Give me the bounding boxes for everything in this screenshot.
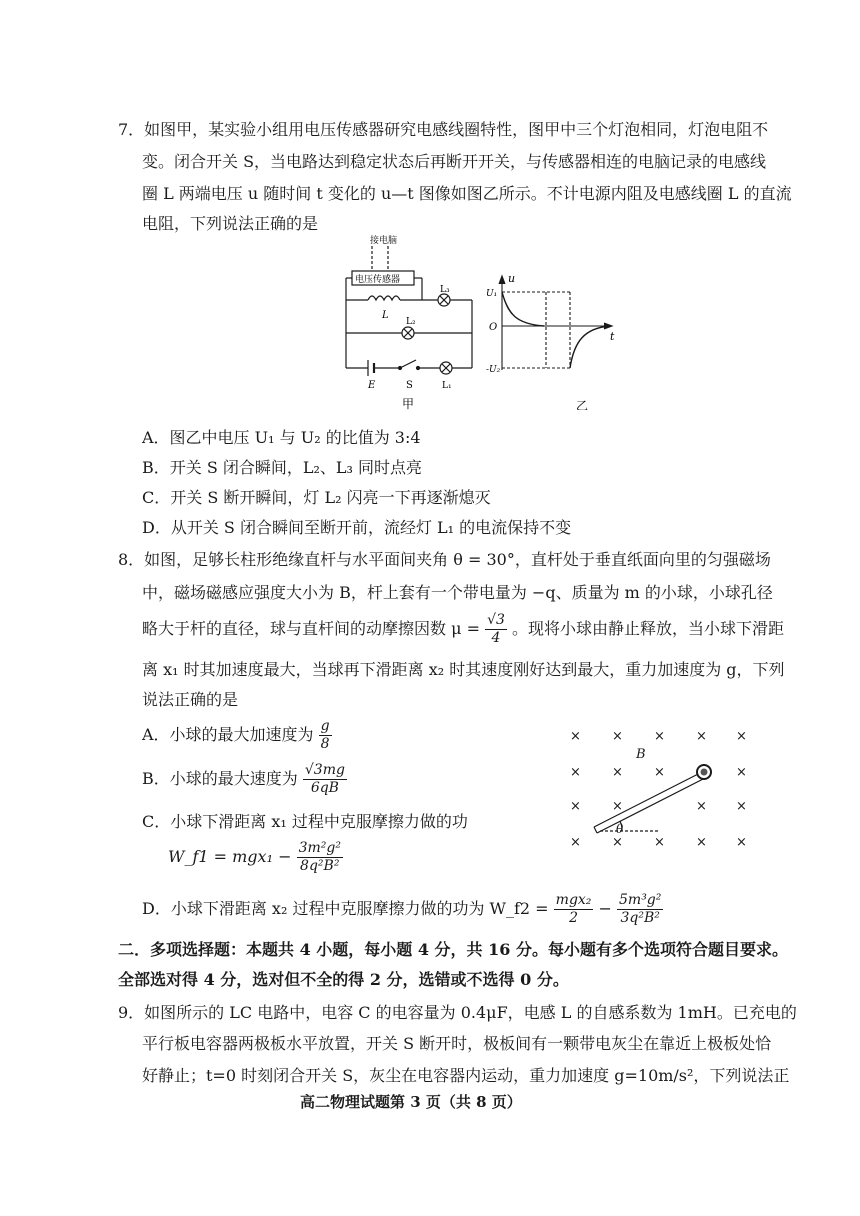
q8-stem-line-4: 离 x₁ 时其加速度最大，当球再下滑距离 x₂ 时其速度刚好达到最大，重力加速度为 g，下列 bbox=[142, 660, 785, 679]
q8-label-theta: θ bbox=[616, 822, 624, 836]
q8-stem-line-3: 略大于杆的直径，球与直杆间的动摩擦因数 μ = $\frac{√3}{4}$ 。现将小球由静止释放，当小球下滑距 bbox=[142, 612, 785, 646]
section2-rules: 全部选对得 4 分，选对但不全的得 2 分，选错或不选得 0 分。 bbox=[118, 970, 569, 989]
q8-stem-line-2: 中，磁场磁感应强度大小为 B，杆上套有一个带电量为 −q、质量为 m 的小球，小球孔径 bbox=[142, 583, 773, 602]
q7-option-a: A．图乙中电压 U₁ 与 U₂ 的比值为 3:4 bbox=[142, 428, 421, 447]
section2-heading: 二．多项选择题：本题共 4 小题，每小题 4 分，共 16 分。每小题有多个选项符合题目要求。 bbox=[118, 940, 788, 959]
q7-caption-yi: 乙 bbox=[576, 399, 589, 410]
q7-option-b: B．开关 S 闭合瞬间，L₂、L₃ 同时点亮 bbox=[142, 458, 423, 477]
q7-label-U2: -U₂ bbox=[486, 365, 501, 375]
q9-stem-line-3: 好静止；t=0 时刻闭合开关 S，灰尘在电容器内运动，重力加速度 g=10m/s²，下列说法正 bbox=[142, 1066, 790, 1085]
q7-caption-jia: 甲 bbox=[402, 397, 415, 411]
q8-figure: × × × × × × × × × × × × × × × × × × B θ bbox=[560, 725, 760, 855]
page-footer: 高二物理试题第 3 页（共 8 页） bbox=[300, 1093, 522, 1111]
q8-label-B: B bbox=[636, 747, 646, 762]
q8-option-a: A．小球的最大加速度为 $\frac{g}{8}$ bbox=[142, 718, 330, 752]
q7-option-d: D．从开关 S 闭合瞬间至断开前，流经灯 L₁ 的电流保持不变 bbox=[142, 518, 572, 537]
q7-label-E: E bbox=[368, 380, 376, 391]
q7-label-L2: L₂ bbox=[406, 317, 416, 327]
q7-label-S: S bbox=[406, 380, 413, 391]
q8-stem-line-5: 说法正确的是 bbox=[142, 690, 239, 709]
q7-label-L1: L₁ bbox=[442, 381, 452, 391]
q9-stem-line-1: 9．如图所示的 LC 电路中，电容 C 的电容量为 0.4μF，电感 L 的自感系数为 1mH。已充电的 bbox=[118, 1003, 797, 1022]
q7-stem-line-3: 圈 L 两端电压 u 随时间 t 变化的 u—t 图像如图乙所示。不计电源内阻及电感线圈 L 的直流 bbox=[142, 184, 792, 203]
q7-circuit-diagram bbox=[330, 232, 490, 412]
q7-axis-u: u bbox=[508, 272, 516, 285]
q7-label-U1: U₁ bbox=[486, 289, 498, 299]
q7-label-L: L bbox=[382, 310, 389, 321]
q7-label-computer: 接电脑 bbox=[370, 236, 398, 246]
q7-label-sensor: 电压传感器 bbox=[355, 275, 401, 285]
q8-mu-fraction: $\frac{√3}{4}$ bbox=[487, 612, 505, 646]
q8-rod bbox=[560, 725, 760, 855]
q8-option-d: D．小球下滑距离 x₂ 过程中克服摩擦力做的功为 W_f2 = $\frac{\text{mgx₂}}{2}$ − $\frac{\text{5m³g²}}{\text{3q²B²}}$ bbox=[142, 892, 662, 926]
q7-stem-line-4: 电阻，下列说法正确的是 bbox=[142, 214, 319, 233]
q7-label-O: O bbox=[489, 322, 498, 333]
q7-option-c: C．开关 S 断开瞬间，灯 L₂ 闪亮一下再逐渐熄灭 bbox=[142, 488, 491, 507]
q8-option-b: B．小球的最大速度为 $\frac{√3mg}{6qB}$ bbox=[142, 762, 345, 796]
q8-stem-line-1: 8．如图，足够长柱形绝缘直杆与水平面间夹角 θ = 30°，直杆处于垂直纸面向里的匀强磁场 bbox=[118, 550, 771, 569]
q7-stem-line-2: 变。闭合开关 S，当电路达到稳定状态后再断开开关，与传感器相连的电脑记录的电感线 bbox=[142, 152, 767, 171]
q7-ut-graph bbox=[486, 270, 626, 410]
q7-stem-line-1: 7．如图甲，某实验小组用电压传感器研究电感线圈特性，图甲中三个灯泡相同，灯泡电阻不 bbox=[118, 120, 769, 139]
q8-option-c-formula: W_f1 = mgx₁ − $\frac{\text{3m²g²}}{\text{8q²B²}}$ bbox=[168, 840, 341, 874]
q9-stem-line-2: 平行板电容器两极板水平放置，开关 S 断开时，极板间有一颗带电灰尘在靠近上极板处恰 bbox=[142, 1034, 772, 1053]
q8-option-c-line-1: C．小球下滑距离 x₁ 过程中克服摩擦力做的功 bbox=[142, 812, 468, 831]
q7-label-L3: L₃ bbox=[440, 285, 450, 295]
q7-axis-t: t bbox=[610, 330, 615, 343]
